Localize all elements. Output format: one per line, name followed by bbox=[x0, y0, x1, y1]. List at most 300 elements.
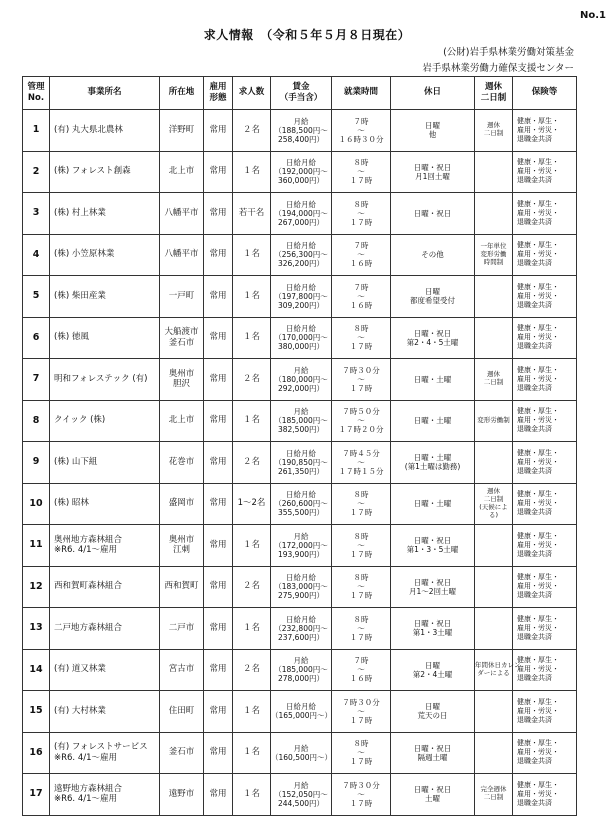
cell-location bbox=[160, 400, 204, 442]
cell-line: 八幡平市 bbox=[164, 207, 199, 218]
cell-line: 荒天の日 bbox=[417, 711, 448, 721]
cell-wage bbox=[271, 774, 332, 816]
cell-line: その他 bbox=[421, 250, 444, 260]
cell-name bbox=[50, 608, 160, 650]
cell-line: 釜石市 bbox=[168, 337, 195, 348]
cell-no: 17 bbox=[23, 774, 50, 816]
cell-location bbox=[160, 608, 204, 650]
cell-line: 244,500円） bbox=[277, 798, 324, 808]
cell-no: 7 bbox=[23, 359, 50, 401]
cell-no: 5 bbox=[23, 276, 50, 318]
cell-openings: １名 bbox=[233, 774, 271, 816]
cell-line: 退職金共済 bbox=[517, 383, 552, 392]
cell-name bbox=[50, 732, 160, 774]
cell-line: １７時 bbox=[349, 176, 373, 186]
organization-name: (公財)岩手県林業労働対策基金 bbox=[443, 47, 574, 58]
cell-insurance bbox=[513, 774, 577, 816]
cell-openings: １名 bbox=[233, 234, 271, 276]
cell-no: 10 bbox=[23, 483, 50, 525]
cell-employment: 常用 bbox=[204, 110, 233, 152]
cell-line: ～ bbox=[357, 582, 365, 592]
cell-line: クイック (株) bbox=[54, 415, 106, 426]
cell-line: 日曜・土曜 bbox=[413, 416, 452, 426]
cell-line: 形態 bbox=[209, 93, 227, 103]
header-insurance bbox=[513, 77, 577, 110]
cell-line: 292,000円） bbox=[277, 383, 324, 393]
cell-line: No. bbox=[27, 93, 45, 103]
cell-line: (第1土曜は勤務) bbox=[404, 462, 461, 472]
cell-line: (有) フォレストサービス bbox=[54, 742, 148, 753]
cell-insurance bbox=[513, 276, 577, 318]
cell-wage bbox=[271, 400, 332, 442]
cell-line: ７時３０分 bbox=[342, 697, 380, 707]
cell-line: 健康・厚生・ bbox=[517, 531, 559, 540]
header-wage bbox=[271, 77, 332, 110]
cell-line: ～ bbox=[357, 748, 365, 758]
cell-line: 退職金共済 bbox=[517, 217, 552, 226]
cell-line: 日給月給 bbox=[286, 490, 316, 500]
header-openings bbox=[233, 77, 271, 110]
cell-insurance bbox=[513, 483, 577, 525]
cell-openings: ２名 bbox=[233, 359, 271, 401]
cell-employment: 常用 bbox=[204, 732, 233, 774]
cell-no: 13 bbox=[23, 608, 50, 650]
cell-line: 第2・4土曜 bbox=[412, 669, 453, 679]
cell-employment: 常用 bbox=[204, 774, 233, 816]
cell-line: （170,000円～ bbox=[274, 333, 328, 343]
header-weekly bbox=[475, 77, 513, 110]
cell-line: 雇用・労災・ bbox=[517, 208, 559, 217]
cell-line: １７時２０分 bbox=[338, 425, 384, 435]
cell-no: 12 bbox=[23, 566, 50, 608]
cell-line: 退職金共済 bbox=[517, 798, 552, 807]
cell-line: （256,300円～ bbox=[274, 250, 328, 260]
cell-line: ～ bbox=[357, 167, 365, 177]
cell-name bbox=[50, 276, 160, 318]
cell-line: ～ bbox=[357, 208, 365, 218]
cell-employment: 常用 bbox=[204, 151, 233, 193]
cell-line: 237,600円） bbox=[277, 632, 324, 642]
cell-line: 日曜 bbox=[425, 287, 440, 297]
cell-employment: 常用 bbox=[204, 400, 233, 442]
cell-line: 第1・3土曜 bbox=[412, 628, 453, 638]
cell-line: 健康・厚生・ bbox=[517, 490, 559, 499]
cell-weekly bbox=[475, 442, 513, 484]
cell-wage bbox=[271, 525, 332, 567]
cell-line: 時間制 bbox=[483, 257, 504, 266]
cell-location bbox=[160, 442, 204, 484]
cell-line: （165,000円～） bbox=[271, 711, 333, 721]
cell-location bbox=[160, 276, 204, 318]
cell-employment: 常用 bbox=[204, 649, 233, 691]
cell-holidays bbox=[391, 774, 475, 816]
cell-line: 北上市 bbox=[168, 415, 195, 426]
table-row bbox=[23, 317, 577, 359]
cell-line: 日曜・祝日 bbox=[413, 743, 452, 753]
cell-line: 355,500円） bbox=[277, 508, 324, 518]
cell-line: １６時 bbox=[349, 300, 373, 310]
cell-insurance bbox=[513, 608, 577, 650]
cell-line: 月給 bbox=[293, 780, 309, 790]
cell-line: (株) 山下組 bbox=[54, 456, 98, 467]
cell-line: 住田町 bbox=[168, 705, 195, 716]
cell-line: ～ bbox=[357, 623, 365, 633]
cell-line: 雇用・労災・ bbox=[517, 291, 559, 300]
cell-line: 月給 bbox=[293, 743, 309, 753]
cell-holidays bbox=[391, 400, 475, 442]
cell-line: 洋野町 bbox=[168, 124, 195, 135]
cell-line: 西和賀町 bbox=[164, 581, 199, 592]
cell-wage bbox=[271, 317, 332, 359]
cell-line: 一年単位 bbox=[480, 242, 507, 251]
cell-line: 健康・厚生・ bbox=[517, 697, 559, 706]
cell-line: 変形労働制 bbox=[477, 415, 510, 424]
cell-line: ８時 bbox=[353, 531, 369, 541]
cell-no: 6 bbox=[23, 317, 50, 359]
cell-line: 退職金共済 bbox=[517, 757, 552, 766]
cell-openings: １名 bbox=[233, 400, 271, 442]
cell-line: 盛岡市 bbox=[168, 498, 195, 509]
cell-holidays bbox=[391, 276, 475, 318]
cell-line: 西和賀町森林組合 bbox=[54, 581, 123, 592]
cell-line: 隔週土曜 bbox=[417, 752, 448, 762]
cell-line: 退職金共済 bbox=[517, 466, 552, 475]
cell-line: 雇用・労災・ bbox=[517, 374, 559, 383]
cell-line: ダーによる bbox=[477, 668, 510, 677]
cell-name bbox=[50, 483, 160, 525]
cell-line: 事業所名 bbox=[87, 87, 122, 98]
cell-line: 日曜 bbox=[425, 660, 440, 670]
cell-name bbox=[50, 400, 160, 442]
cell-line: 退職金共済 bbox=[517, 134, 552, 143]
cell-line: ７時５０分 bbox=[342, 407, 380, 417]
cell-line: 382,500円） bbox=[277, 425, 324, 435]
cell-weekly bbox=[475, 483, 513, 525]
cell-line: （160,500円～） bbox=[271, 752, 333, 762]
cell-line: （197,800円～ bbox=[274, 291, 328, 301]
cell-weekly bbox=[475, 400, 513, 442]
cell-line: 二日制 bbox=[483, 494, 504, 503]
table-row bbox=[23, 151, 577, 193]
cell-weekly bbox=[475, 691, 513, 733]
cell-line: ８時 bbox=[353, 614, 369, 624]
cell-line: １７時 bbox=[349, 383, 373, 393]
cell-line: (株) 昭林 bbox=[54, 498, 89, 509]
cell-wage bbox=[271, 483, 332, 525]
cell-line: 雇用・労災・ bbox=[517, 167, 559, 176]
cell-line: １７時 bbox=[349, 549, 373, 559]
cell-location bbox=[160, 691, 204, 733]
cell-openings: 若干名 bbox=[233, 193, 271, 235]
cell-line: 326,200円） bbox=[277, 259, 324, 269]
cell-line: (株) 徳風 bbox=[54, 332, 89, 343]
cell-holidays bbox=[391, 151, 475, 193]
cell-line: 日給月給 bbox=[286, 199, 316, 209]
cell-wage bbox=[271, 110, 332, 152]
header-no bbox=[23, 77, 50, 110]
cell-holidays bbox=[391, 483, 475, 525]
cell-line: （260,600円～ bbox=[274, 499, 328, 509]
cell-line: 週休 bbox=[487, 121, 500, 130]
cell-line: (有) 大村林業 bbox=[54, 705, 106, 716]
cell-no: 14 bbox=[23, 649, 50, 691]
cell-line: 胆沢 bbox=[172, 379, 190, 390]
cell-openings: ２名 bbox=[233, 566, 271, 608]
cell-line: （192,000円～ bbox=[274, 167, 328, 177]
cell-line: 日曜・祝日 bbox=[413, 785, 452, 795]
cell-wage bbox=[271, 276, 332, 318]
cell-openings: 1～2名 bbox=[233, 483, 271, 525]
cell-line: １７時 bbox=[349, 508, 373, 518]
cell-wage bbox=[271, 732, 332, 774]
cell-line: 258,400円） bbox=[277, 134, 324, 144]
cell-hours bbox=[332, 691, 391, 733]
cell-line: 日給月給 bbox=[286, 324, 316, 334]
cell-location bbox=[160, 566, 204, 608]
cell-line: 退職金共済 bbox=[517, 259, 552, 268]
cell-wage bbox=[271, 442, 332, 484]
cell-openings: ２名 bbox=[233, 110, 271, 152]
cell-hours bbox=[332, 732, 391, 774]
cell-insurance bbox=[513, 649, 577, 691]
cell-line: 雇用・労災・ bbox=[517, 125, 559, 134]
cell-name bbox=[50, 649, 160, 691]
cell-hours bbox=[332, 483, 391, 525]
cell-name bbox=[50, 442, 160, 484]
cell-weekly bbox=[475, 359, 513, 401]
cell-line: 日給月給 bbox=[286, 614, 316, 624]
cell-line: 雇用・労災・ bbox=[517, 250, 559, 259]
cell-holidays bbox=[391, 525, 475, 567]
cell-line: （188,500円～ bbox=[274, 125, 328, 135]
cell-line: ～ bbox=[357, 333, 365, 343]
cell-no: 4 bbox=[23, 234, 50, 276]
cell-line: 日給月給 bbox=[286, 448, 316, 458]
cell-line: ７時３０分 bbox=[342, 780, 380, 790]
cell-line: 日曜 bbox=[425, 121, 440, 131]
cell-line: 週休 bbox=[487, 370, 500, 379]
cell-openings: １名 bbox=[233, 608, 271, 650]
cell-line: 退職金共済 bbox=[517, 591, 552, 600]
cell-location bbox=[160, 359, 204, 401]
cell-insurance bbox=[513, 110, 577, 152]
cell-location bbox=[160, 193, 204, 235]
cell-line: （232,800円～ bbox=[274, 623, 328, 633]
cell-line: ８時 bbox=[353, 324, 369, 334]
cell-weekly bbox=[475, 276, 513, 318]
cell-employment: 常用 bbox=[204, 234, 233, 276]
cell-employment: 常用 bbox=[204, 608, 233, 650]
cell-line: ～ bbox=[357, 540, 365, 550]
cell-line: 健康・厚生・ bbox=[517, 365, 559, 374]
cell-name bbox=[50, 193, 160, 235]
cell-openings: １名 bbox=[233, 317, 271, 359]
cell-openings: ２名 bbox=[233, 649, 271, 691]
table-row bbox=[23, 566, 577, 608]
table-row bbox=[23, 732, 577, 774]
cell-insurance bbox=[513, 732, 577, 774]
cell-weekly bbox=[475, 151, 513, 193]
cell-weekly bbox=[475, 110, 513, 152]
cell-line: 278,000円） bbox=[277, 674, 324, 684]
cell-line: ７時４５分 bbox=[342, 448, 380, 458]
cell-name bbox=[50, 691, 160, 733]
cell-line: 雇用・労災・ bbox=[517, 748, 559, 757]
cell-employment: 常用 bbox=[204, 483, 233, 525]
cell-wage bbox=[271, 608, 332, 650]
page-number: No.1 bbox=[580, 10, 606, 21]
cell-wage bbox=[271, 193, 332, 235]
cell-line: 日曜 bbox=[425, 702, 440, 712]
cell-openings: １名 bbox=[233, 525, 271, 567]
cell-line: 健康・厚生・ bbox=[517, 780, 559, 789]
job-listings-table bbox=[22, 76, 577, 816]
cell-holidays bbox=[391, 317, 475, 359]
cell-line: 八幡平市 bbox=[164, 249, 199, 260]
cell-line: （手当含） bbox=[279, 93, 323, 103]
cell-line: 大船渡市 bbox=[164, 327, 199, 338]
cell-line: ～ bbox=[357, 291, 365, 301]
cell-hours bbox=[332, 359, 391, 401]
cell-wage bbox=[271, 691, 332, 733]
cell-line: （194,000円～ bbox=[274, 208, 328, 218]
cell-line: 退職金共済 bbox=[517, 300, 552, 309]
cell-employment: 常用 bbox=[204, 193, 233, 235]
cell-line: 所在地 bbox=[168, 87, 195, 98]
cell-line: ～ bbox=[357, 374, 365, 384]
cell-weekly bbox=[475, 774, 513, 816]
cell-hours bbox=[332, 110, 391, 152]
cell-line: 日曜・祝日 bbox=[413, 536, 452, 546]
cell-holidays bbox=[391, 608, 475, 650]
cell-line: 雇用・労災・ bbox=[517, 789, 559, 798]
cell-line: 休日 bbox=[423, 87, 441, 98]
cell-line: 遠野市 bbox=[168, 788, 195, 799]
cell-line: 健康・厚生・ bbox=[517, 656, 559, 665]
cell-line: 日曜・祝日 bbox=[413, 328, 452, 338]
cell-line: 月1回土曜 bbox=[415, 171, 450, 181]
table-row bbox=[23, 774, 577, 816]
cell-wage bbox=[271, 649, 332, 691]
cell-insurance bbox=[513, 566, 577, 608]
cell-line: 275,900円） bbox=[277, 591, 324, 601]
cell-line: ８時 bbox=[353, 573, 369, 583]
cell-line: 退職金共済 bbox=[517, 674, 552, 683]
cell-line: ～ bbox=[357, 457, 365, 467]
cell-name bbox=[50, 151, 160, 193]
cell-name bbox=[50, 110, 160, 152]
cell-line: 週休 bbox=[487, 487, 500, 496]
cell-line: 日給月給 bbox=[286, 241, 316, 251]
cell-line: ８時 bbox=[353, 490, 369, 500]
cell-hours bbox=[332, 525, 391, 567]
cell-line: (有) 道又林業 bbox=[54, 664, 106, 675]
cell-line: 健康・厚生・ bbox=[517, 324, 559, 333]
cell-line: (株) フォレスト創森 bbox=[54, 166, 131, 177]
cell-line: 雇用・労災・ bbox=[517, 623, 559, 632]
cell-no: 11 bbox=[23, 525, 50, 567]
organization-center: 岩手県林業労働力確保支援センター bbox=[422, 63, 574, 74]
cell-hours bbox=[332, 400, 391, 442]
cell-employment: 常用 bbox=[204, 276, 233, 318]
cell-line: 日給月給 bbox=[286, 702, 316, 712]
cell-line: １７時 bbox=[349, 591, 373, 601]
cell-line: 雇用・労災・ bbox=[517, 540, 559, 549]
cell-line: 就業時間 bbox=[343, 87, 378, 98]
cell-line: 月給 bbox=[293, 656, 309, 666]
cell-no: 16 bbox=[23, 732, 50, 774]
header-name bbox=[50, 77, 160, 110]
cell-weekly bbox=[475, 608, 513, 650]
cell-line: （152,050円～ bbox=[274, 789, 328, 799]
cell-line: 月給 bbox=[293, 531, 309, 541]
cell-line: １７時 bbox=[349, 632, 373, 642]
cell-location bbox=[160, 151, 204, 193]
cell-line: 日曜・土曜 bbox=[413, 453, 452, 463]
cell-line: ７時 bbox=[353, 656, 369, 666]
cell-line: 日曜・祝日 bbox=[413, 619, 452, 629]
cell-line: ８時 bbox=[353, 199, 369, 209]
cell-line: 完全週休 bbox=[480, 785, 507, 794]
cell-openings: １名 bbox=[233, 151, 271, 193]
cell-line: 土曜 bbox=[425, 794, 440, 804]
cell-insurance bbox=[513, 359, 577, 401]
cell-line: 二日制 bbox=[483, 378, 504, 387]
cell-line: 日曜・土曜 bbox=[413, 499, 452, 509]
cell-no: 15 bbox=[23, 691, 50, 733]
cell-hours bbox=[332, 442, 391, 484]
cell-line: 健康・厚生・ bbox=[517, 407, 559, 416]
cell-line: 求人数 bbox=[238, 87, 265, 98]
cell-line: 雇用・労災・ bbox=[517, 665, 559, 674]
cell-line: 雇用・労災・ bbox=[517, 582, 559, 591]
header-location bbox=[160, 77, 204, 110]
cell-weekly bbox=[475, 193, 513, 235]
cell-line: 宮古市 bbox=[168, 664, 195, 675]
cell-line: 二戸地方森林組合 bbox=[54, 622, 123, 633]
cell-hours bbox=[332, 317, 391, 359]
cell-line: 退職金共済 bbox=[517, 549, 552, 558]
cell-employment: 常用 bbox=[204, 442, 233, 484]
cell-line: 日給月給 bbox=[286, 573, 316, 583]
cell-line: 保険等 bbox=[531, 87, 558, 98]
cell-line: 二日制 bbox=[483, 129, 504, 138]
cell-hours bbox=[332, 566, 391, 608]
cell-hours bbox=[332, 608, 391, 650]
cell-insurance bbox=[513, 234, 577, 276]
table-row bbox=[23, 525, 577, 567]
cell-line: 釜石市 bbox=[168, 747, 195, 758]
cell-line: １７時 bbox=[349, 798, 373, 808]
cell-line: （185,000円～ bbox=[274, 416, 328, 426]
cell-line: １７時 bbox=[349, 757, 373, 767]
cell-line: 他 bbox=[428, 130, 437, 140]
cell-holidays bbox=[391, 691, 475, 733]
cell-line: ～ bbox=[357, 706, 365, 716]
page-title: 求人情報 （令和５年５月８日現在） bbox=[203, 28, 411, 42]
cell-line: 193,900円） bbox=[277, 549, 324, 559]
cell-no: 9 bbox=[23, 442, 50, 484]
cell-line: 日給月給 bbox=[286, 282, 316, 292]
cell-openings: １名 bbox=[233, 732, 271, 774]
cell-holidays bbox=[391, 566, 475, 608]
cell-line: １７時１５分 bbox=[338, 466, 384, 476]
cell-line: ～ bbox=[357, 499, 365, 509]
cell-wage bbox=[271, 359, 332, 401]
cell-line: 退職金共済 bbox=[517, 508, 552, 517]
cell-no: 3 bbox=[23, 193, 50, 235]
cell-line: る) bbox=[488, 510, 499, 519]
